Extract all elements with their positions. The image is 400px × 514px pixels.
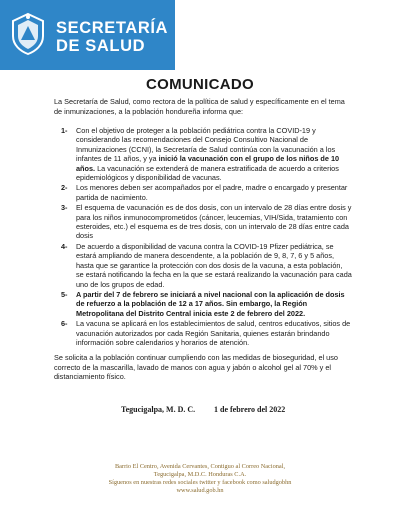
- item-number: 2-: [61, 183, 68, 193]
- list-item: [52, 183, 352, 202]
- item-text: Los menores deben ser acompañados por el padre, madre o encargado y presentar partida de nacimiento.: [76, 183, 348, 202]
- footer-address: Barrio El Centro, Avenida Cervantes, Contiguo al Correo Nacional,: [114, 463, 286, 470]
- item-bold-text: inició la vacunación con el grupo de los niños de 10 años.: [76, 154, 340, 173]
- footer-website: www.salud.gob.hn: [176, 487, 224, 495]
- brand-line-2: DE SALUD: [56, 37, 146, 55]
- item-text: De acuerdo a disponibilidad de vacuna contra la COVID-19 Pfizer pediátrica, se estará ampliando de manera descendente, a la población de 9, 8, 7, 6 y 5 años, hasta que se garantice la protección con dos dosis de la vacuna, a esta población, se estará notificando la fecha en la que se estará realizando la vacunación para cada uno de los grupos de edad.: [76, 241, 352, 289]
- intro-paragraph: La Secretaría de Salud, como rectora de la política de salud y específicamente en el tema de inmunizaciones, a la población hondureña informa que:: [54, 97, 345, 116]
- signature-date: 1 de febrero del 2022: [214, 405, 286, 414]
- item-number: 5-: [61, 289, 68, 299]
- brand-line-1: SECRETARÍA: [56, 19, 169, 37]
- header-band: [0, 0, 175, 70]
- brand-name: [56, 19, 168, 55]
- announcement-list: [52, 126, 352, 348]
- coat-of-arms-icon: [10, 12, 46, 56]
- page-title: COMUNICADO: [146, 76, 254, 93]
- footer-social: Síguenos en nuestras redes sociales twitter y facebook como saludgobhn: [108, 479, 292, 487]
- closing-paragraph: Se solicita a la población continuar cumpliendo con las medidas de bioseguridad, el uso correcto de la mascarilla, lavado de manos con agua y jabón o alcohol gel al 70% y el distanciamiento físico.: [54, 353, 338, 382]
- footer-city: Tegucigalpa, M.D.C. Honduras C.A.: [153, 471, 247, 479]
- item-text: Con el objetivo de proteger a la población pediátrica contra la COVID-19 y considerando las recomendaciones del Consejo Consultivo Nacional de Inmunizaciones (CCNI), la Secretaría de Salud continúa con la vacunación a los infantes de 11 años, y ya: [76, 126, 336, 164]
- list-item: [52, 242, 352, 289]
- item-number: 1-: [61, 126, 68, 135]
- item-bold-text: A partir del 7 de febrero se iniciará a nivel nacional con la aplicación de dosis de refuerzo a la población de 12 a 17 años. Sin embargo, la Región Metropolitana del Distrito Central inicia este 2 de febrero del 2022.: [76, 289, 345, 318]
- item-number: 3-: [61, 203, 68, 213]
- signature-place: Tegucigalpa, M. D. C.: [121, 405, 196, 414]
- item-text: La vacuna se aplicará en los establecimientos de salud, centros educativos, sitios de vacunación autorizados por cada Región Sanitaria, quienes estarán brindando información sobre calendarios y horarios de atención.: [76, 319, 351, 347]
- item-text-cont: La vacunación se extenderá de manera estratificada de acuerdo a criterios epidemiológicos y disponibilidad de vacunas.: [76, 163, 339, 183]
- list-item: [52, 319, 352, 347]
- list-item: [52, 126, 352, 182]
- list-item: [52, 203, 352, 241]
- list-item: [52, 290, 352, 318]
- item-number: 4-: [61, 241, 68, 251]
- footer: [0, 463, 400, 495]
- item-number: 6-: [61, 319, 68, 329]
- item-text: El esquema de vacunación es de dos dosis, con un intervalo de 28 días entre dosis y para los niños inmunocomprometidos (cáncer, leucemias, VIH/Sida, tratamiento con esteroides, etc.) el esquema es de tres dosis, con un intervalo de 28 días entre cada dosis: [76, 203, 352, 241]
